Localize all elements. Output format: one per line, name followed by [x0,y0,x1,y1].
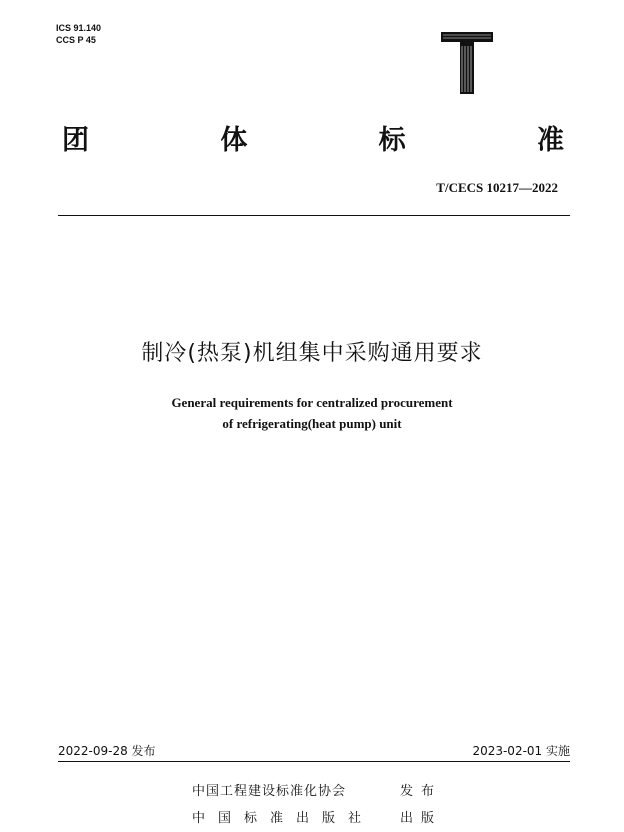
publisher-role: 发布 [400,784,443,799]
standard-type-char: 准 [536,125,564,156]
title-english-line: General requirements for centralized procurement [171,395,453,410]
standard-type-char: 标 [378,125,406,156]
top-divider [58,215,570,216]
issue-date: 2022-09-28 发布 [58,744,156,758]
title-english [0,392,624,434]
publisher-name: 中国工程建设标准化协会 [192,784,347,799]
publisher-row [192,805,442,832]
ccs-code: CCS P 45 [56,35,96,45]
standard-type-heading [62,118,564,157]
bottom-divider [58,761,570,762]
standard-type-char: 团 [62,125,89,156]
title-chinese: 制冷(热泵)机组集中采购通用要求 [141,341,483,366]
publisher-role: 出版 [400,811,443,826]
title-english-line: of refrigerating(heat pump) unit [222,416,402,431]
publisher-row [192,778,442,805]
standard-number: T/CECS 10217—2022 [436,180,558,195]
date-row [58,742,570,759]
publishers-block [192,778,442,832]
standard-t-logo-icon [441,32,493,94]
classification-codes [56,22,101,46]
standard-type-char: 体 [220,125,248,156]
ics-code: ICS 91.140 [56,23,102,33]
implement-date: 2023-02-01 实施 [472,744,570,758]
publisher-name: 中国标准出版社 [192,811,375,826]
